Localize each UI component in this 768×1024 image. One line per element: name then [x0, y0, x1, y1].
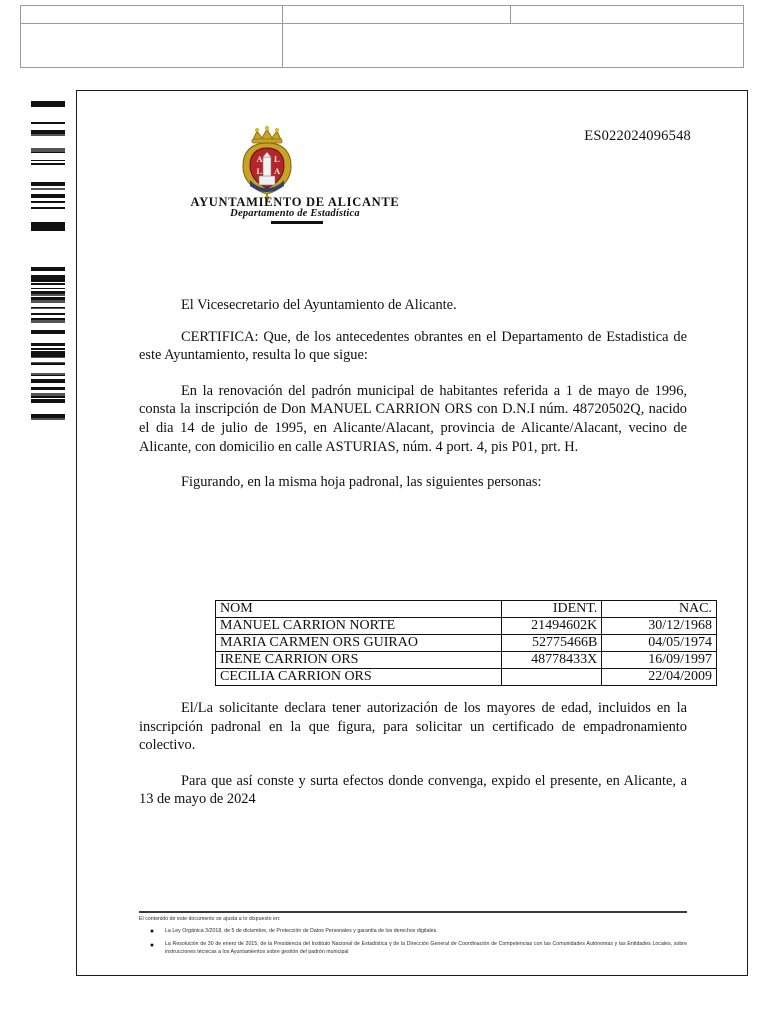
svg-text:L: L — [274, 154, 280, 164]
cell-nom: IRENE CARRION ORS — [216, 652, 502, 669]
footer-legal-text: La Resolución de 30 de enero de 2015, de la Presidencia del Instituto Nacional de Estadística y de la Dirección General de Coordinación de Competencias con las Comunidades Autónomas y las Entidades Locales, sobre instrucciones técnicas a los Ayuntamientos sobre gestión del padrón municipal — [165, 941, 687, 955]
cell-nac: 16/09/1997 — [602, 652, 717, 669]
cell-ident: 48778433X — [502, 652, 602, 669]
paragraph-registration: En la renovación del padrón municipal de habitantes referida a 1 de mayo de 1996, consta la inscripción de Don MANUEL CARRION ORS con D.N.I núm. 48720502Q, nacido el dia 14 de julio de 1995, en Alicante/Alacant, provincia de Alicante/Alacant, vecino de Alicante, con domicilio en calle ASTURIAS, núm. 4 port. 4, pis P01, prt. H. — [139, 382, 687, 455]
organization-name: AYUNTAMIENTO DE ALICANTE — [190, 195, 400, 209]
svg-text:A: A — [256, 154, 263, 164]
alicante-coat-of-arms-icon — [231, 124, 303, 202]
header-form-table — [20, 5, 744, 68]
paragraph-issuance: Para que así conste y surta efectos donde convenga, expido el presente, en Alicante, a 13 de mayo de 2024 — [139, 772, 687, 808]
header-form-row-2 — [21, 24, 744, 68]
paragraph-declaration: El/La solicitante declara tener autorización de los mayores de edad, incluidos en la inscripción padronal en la que figura, para solicitar un certificado de empadronamiento colectivo. — [139, 700, 687, 754]
legal-footer — [139, 911, 687, 962]
header-form-cell[interactable] — [283, 24, 744, 68]
paragraph-intro: El Vicesecretario del Ayuntamiento de Alicante. — [181, 297, 457, 313]
bullet-icon: ● — [149, 927, 155, 936]
vertical-barcode — [31, 95, 65, 420]
column-header-ident: IDENT. — [502, 601, 602, 618]
paragraph-certifies: CERTIFICA: Que, de los antecedentes obrantes en el Departamento de Estadistica de este Ayuntamiento, resulta lo que sigue: — [139, 328, 687, 364]
footer-divider — [139, 911, 687, 913]
cell-ident: 52775466B — [502, 635, 602, 652]
reference-number: ES022024096548 — [584, 128, 691, 144]
certificate-sheet — [76, 90, 748, 976]
header-form-cell[interactable] — [21, 24, 283, 68]
column-header-nac: NAC. — [602, 601, 717, 618]
footer-legal-item — [139, 928, 687, 936]
table-row — [216, 652, 717, 669]
department-underline — [271, 221, 323, 224]
cell-nom: MANUEL CARRION NORTE — [216, 618, 502, 635]
persons-table — [215, 600, 717, 686]
table-row — [216, 618, 717, 635]
header-form-cell[interactable] — [21, 6, 283, 24]
department-name: Departamento de Estadística — [230, 208, 360, 219]
persons-table-header-row — [216, 601, 717, 618]
bullet-icon: ● — [149, 940, 155, 949]
footer-legal-item — [139, 941, 687, 956]
header-form-cell[interactable] — [511, 6, 744, 24]
header-form-cell[interactable] — [283, 6, 511, 24]
header-form-row-1 — [21, 6, 744, 24]
column-header-nom: NOM — [216, 601, 502, 618]
cell-nom: MARIA CARMEN ORS GUIRAO — [216, 635, 502, 652]
cell-ident — [502, 669, 602, 686]
certificate-body — [139, 296, 687, 509]
cell-nom: CECILIA CARRION ORS — [216, 669, 502, 686]
cell-ident: 21494602K — [502, 618, 602, 635]
cell-nac: 22/04/2009 — [602, 669, 717, 686]
footer-legal-text: La Ley Orgánica 3/2018, de 5 de diciembre, de Protección de Datos Personales y garantía de los derechos digitales. — [165, 927, 438, 934]
paragraph-table-intro: Figurando, en la misma hoja padronal, las siguientes personas: — [181, 474, 542, 491]
table-row — [216, 669, 717, 686]
cell-nac: 30/12/1968 — [602, 618, 717, 635]
svg-text:A: A — [274, 166, 281, 176]
cell-nac: 04/05/1974 — [602, 635, 717, 652]
table-row — [216, 635, 717, 652]
certificate-closing — [139, 699, 687, 826]
footer-intro: El contenido de este documento se ajusta a lo dispuesto en: — [139, 915, 281, 922]
svg-text:L: L — [256, 166, 263, 176]
